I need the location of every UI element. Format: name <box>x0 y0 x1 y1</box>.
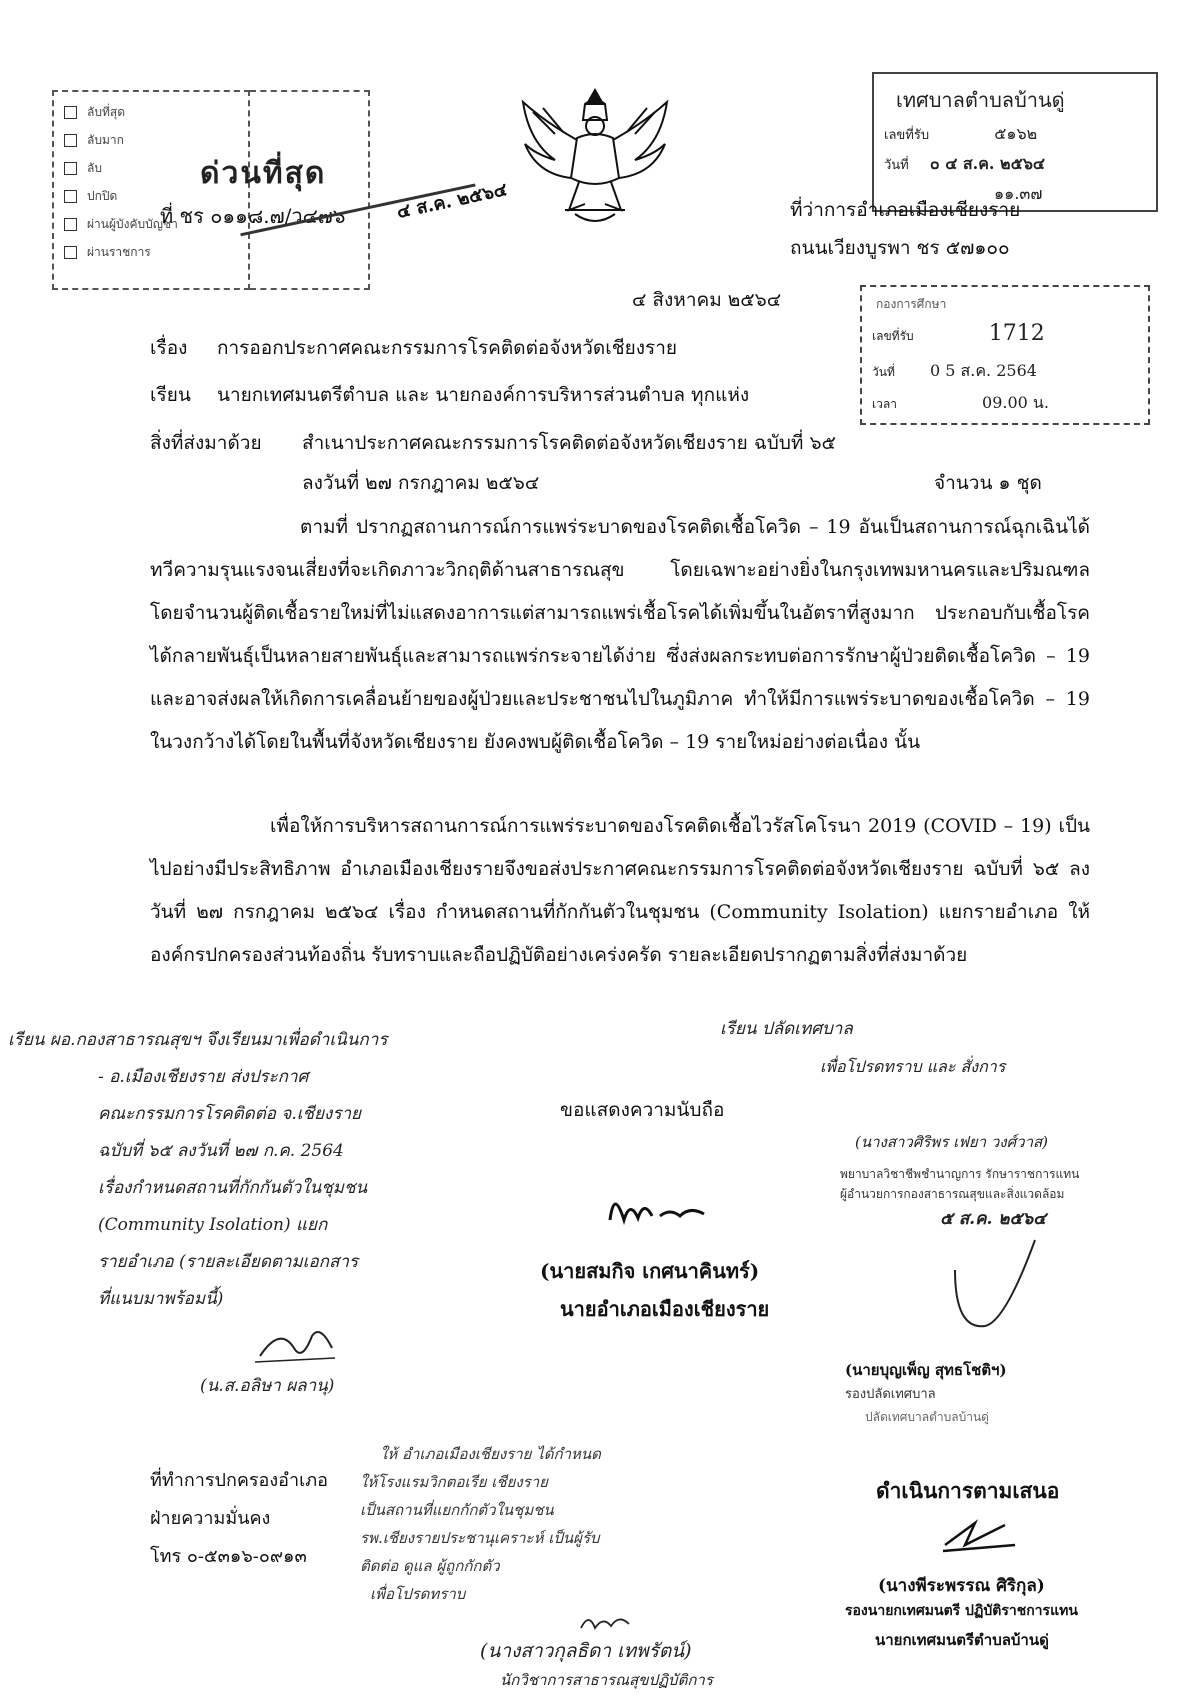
right-note-position-1: พยาบาลวิชาชีพชำนาญการ รักษาราชการแทน <box>840 1167 1080 1181</box>
note-line: ให้ อำเภอเมืองเชียงราย ได้กำหนด <box>380 1445 601 1463</box>
body-paragraph-1: ตามที่ ปรากฏสถานการณ์การแพร่ระบาดของโรคติดเชื้อโควิด – 19 อันเป็นสถานการณ์ฉุกเฉินได้ทวีความรุนแรงจนเสี่ยงที่จะเกิดภาวะวิกฤติด้านสาธารณสุข โดยเฉพาะอย่างยิ่งในกรุงเทพมหานครและปริมณฑล โดยจำนวนผู้ติดเชื้อรายใหม่ที่ไม่แสดงอาการแต่สามารถแพร่เชื้อโรคได้เพิ่มขึ้นในอัตราที่สูงมาก ประกอบกับเชื้อโรคได้กลายพันธุ์เป็นหลายสายพันธุ์และสามารถแพร่กระจายได้ง่าย ซึ่งส่งผลกระทบต่อการรักษาผู้ป่วยติดเชื้อโควิด – 19 และอาจส่งผลให้เกิดการเคลื่อนย้ายของผู้ป่วยและประชาชนไปในภูมิภาค ทำให้มีการแพร่ระบาดของเชื้อโควิด – 19 ในวงกว้างได้โดยในพื้นที่จังหวัดเชียงราย ยังคงพบผู้ติดเชื้อโควิด – 19 รายใหม่อย่างต่อเนื่อง นั้น <box>150 516 1090 753</box>
bottom-note-position: นักวิชาการสาธารณสุขปฏิบัติการ <box>500 1671 713 1689</box>
right-note-header: เรียน ปลัดเทศบาล <box>720 1019 853 1039</box>
approval-text: ดำเนินการตามเสนอ <box>876 1478 1060 1503</box>
classification-item: ลับ <box>64 154 178 182</box>
classification-item: ปกปิด <box>64 182 178 210</box>
checkbox-icon <box>64 190 77 203</box>
right-note-name: (นางสาวศิริพร เฟยา วงศ์วาส) <box>855 1133 1048 1151</box>
letter-date: ๔ สิงหาคม ๒๕๖๔ <box>632 289 782 311</box>
note-line: - อ.เมืองเชียงราย ส่งประกาศ <box>98 1067 309 1087</box>
priority-stamp: ด่วนที่สุด <box>200 156 327 191</box>
footer-line-3: โทร ๐-๕๓๑๖-๐๙๑๓ <box>150 1546 307 1567</box>
office-address-2: ถนนเวียงบูรพา ชร ๕๗๑๐๐ <box>790 237 1010 259</box>
footer-line-2: ฝ่ายความมั่นคง <box>150 1508 271 1529</box>
checkbox-icon <box>64 218 77 231</box>
handwritten-note-left <box>8 1022 528 1318</box>
to-label: เรียน <box>150 384 191 406</box>
approver-name: (นางพีระพรรณ ศิริกุล) <box>878 1576 1045 1596</box>
enclosure-line2: ลงวันที่ ๒๗ กรกฎาคม ๒๕๖๔ <box>302 472 540 494</box>
receipt-stamp-1: เทศบาลตำบลบ้านดู่ เลขที่รับ ๕๑๖๒ วันที่ ๐ ๔ ส.ค. ๒๕๖๔ ๑๑.๓๗ <box>872 72 1158 212</box>
classification-item: ลับที่สุด <box>64 98 178 126</box>
closing: ขอแสดงความนับถือ <box>560 1099 725 1121</box>
note-line: เรื่องกำหนดสถานที่กักกันตัวในชุมชน <box>98 1178 368 1198</box>
body-paragraph-2: เพื่อให้การบริหารสถานการณ์การแพร่ระบาดของโรคติดเชื้อไวรัสโคโรนา 2019 (COVID – 19) เป็นไปอย่างมีประสิทธิภาพ อำเภอเมืองเชียงรายจึงขอส่งประกาศคณะกรรมการโรคติดต่อจังหวัดเชียงราย ฉบับที่ ๖๕ ลงวันที่ ๒๗ กรกฎาคม ๒๕๖๔ เรื่อง กำหนดสถานที่กักกันตัวในชุมชน (Community Isolation) แยกรายอำเภอ ให้องค์กรปกครองส่วนท้องถิ่น รับทราบและถือปฏิบัติอย่างเคร่งครัด รายละเอียดปรากฏตามสิ่งที่ส่งมาด้วย <box>150 815 1090 966</box>
note-line: ที่แนบมาพร้อมนี้) <box>98 1289 224 1309</box>
signature-scribble-left <box>250 1318 340 1368</box>
right-note-date: ๕ ส.ค. ๒๕๖๔ <box>940 1209 1047 1229</box>
deputy-position-2: ปลัดเทศบาลตำบลบ้านดู่ <box>865 1410 989 1424</box>
classification-item: ลับมาก <box>64 126 178 154</box>
approval-signature <box>935 1515 1025 1555</box>
receipt-stamp-2: กองการศึกษา เลขที่รับ 1712 วันที่ 0 5 ส.ค. 2564 เวลา 09.00 น. <box>860 285 1150 425</box>
checkbox-icon <box>64 106 77 119</box>
note-line: เป็นสถานที่แยกกักตัวในชุมชน <box>360 1501 554 1519</box>
note-line: ให้โรงแรมวิกตอเรีย เชียงราย <box>360 1473 548 1491</box>
to-text: นายกเทศมนตรีตำบล และ นายกองค์การบริหารส่วนตำบล ทุกแห่ง <box>217 384 750 406</box>
garuda-emblem <box>515 82 675 232</box>
right-note-line: เพื่อโปรดทราบ และ สั่งการ <box>820 1057 1006 1076</box>
office-address-1: ที่ว่าการอำเภอเมืองเชียงราย <box>790 199 1021 221</box>
signature-main <box>600 1180 720 1240</box>
enclosure-label: สิ่งที่ส่งมาด้วย <box>150 432 262 454</box>
signer-position: นายอำเภอเมืองเชียงราย <box>560 1297 770 1321</box>
note-line: รายอำเภอ (รายละเอียดตามเอกสาร <box>98 1252 359 1272</box>
handwritten-note-bottom <box>360 1440 740 1608</box>
note-line: คณะกรรมการโรคติดต่อ จ.เชียงราย <box>98 1104 361 1124</box>
subject-text: การออกประกาศคณะกรรมการโรคติดต่อจังหวัดเชียงราย <box>217 337 678 359</box>
note-line: เพื่อโปรดทราบ <box>370 1585 466 1603</box>
classification-item: ผ่านราชการ <box>64 238 178 266</box>
note-line: รพ.เชียงรายประชานุเคราะห์ เป็นผู้รับ <box>360 1529 600 1547</box>
enclosure-line1: สำเนาประกาศคณะกรรมการโรคติดต่อจังหวัดเชียงราย ฉบับที่ ๖๕ <box>302 432 836 454</box>
diagonal-date-stamp: ๔ ส.ค. ๒๕๖๔ <box>240 177 510 259</box>
signature-check-mark <box>935 1230 1055 1350</box>
classification-item: ผ่านผู้บังคับบัญชา <box>64 210 178 238</box>
left-note-signer: (น.ส.อลิษา ผลานุ) <box>200 1376 335 1396</box>
signer-name: (นายสมกิจ เกศนาคินทร์) <box>540 1259 760 1283</box>
right-note-position-2: ผู้อำนวยการกองสาธารณสุขและสิ่งแวดล้อม <box>840 1187 1065 1201</box>
checkbox-icon <box>64 134 77 147</box>
subject-label: เรื่อง <box>150 337 188 359</box>
signature-bottom <box>575 1606 635 1636</box>
deputy-position-1: รองปลัดเทศบาล <box>845 1387 936 1402</box>
bottom-note-name: (นางสาวกุลธิดา เทพรัตน์) <box>480 1640 692 1662</box>
note-line: (Community Isolation) แยก <box>98 1215 328 1235</box>
approver-position-2: นายกเทศมนตรีตำบลบ้านดู่ <box>875 1631 1049 1649</box>
document-number: ที่ ชร ๐๑๑๘.๗/ว๔๗๖ <box>160 204 346 228</box>
checkbox-icon <box>64 246 77 259</box>
checkbox-icon <box>64 162 77 175</box>
approver-position-1: รองนายกเทศมนตรี ปฏิบัติราชการแทน <box>845 1603 1078 1619</box>
enclosure-qty: จำนวน ๑ ชุด <box>934 472 1042 494</box>
note-line: เรียน ผอ.กองสาธารณสุขฯ จึงเรียนมาเพื่อดำเนินการ <box>8 1030 388 1050</box>
deputy-name: (นายบุญเพ็ญ สุทธโชติฯ) <box>845 1361 1007 1379</box>
footer-line-1: ที่ทำการปกครองอำเภอ <box>150 1470 328 1491</box>
note-line: ฉบับที่ ๖๕ ลงวันที่ ๒๗ ก.ค. 2564 <box>98 1141 344 1161</box>
note-line: ติดต่อ ดูแล ผู้ถูกกักตัว <box>360 1557 500 1575</box>
